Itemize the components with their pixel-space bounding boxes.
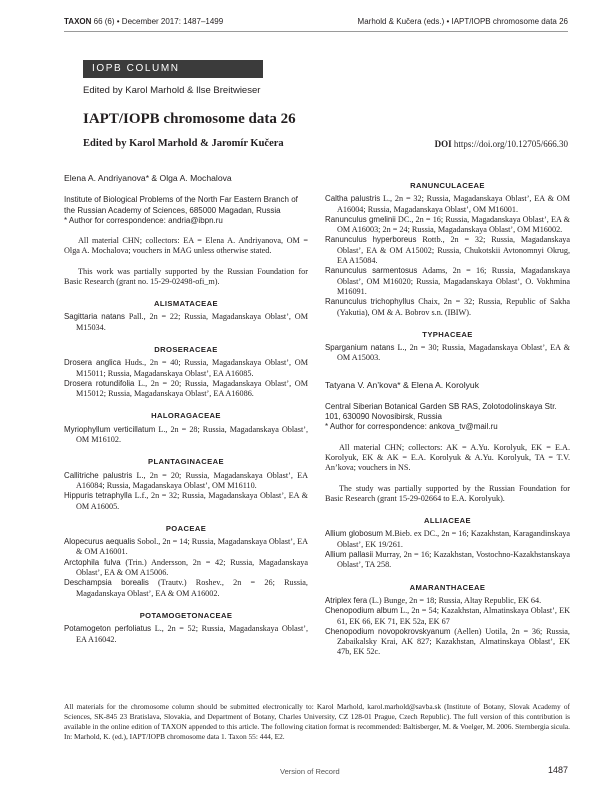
species-entry [64, 537, 308, 558]
family-heading: AMARANTHACEAE [409, 582, 486, 592]
species-record: L., 2n = 54; Kazakhstan, Almatinskaya Oblast’, EK 61, EK 66, EK 71, EK 52a, EK 67 [337, 606, 571, 626]
species-name: Atriplex fera [325, 595, 368, 605]
species-name: Sparganium natans [325, 343, 395, 353]
species-record: L., 2n = 20; Russia, Magadanskaya Oblast’, OM M15012; Russia, Magadanskaya Oblast’, EA A16086. [76, 378, 308, 399]
material-note: All material CHN; collectors: EA = Elena A. Andriyanova, OM = Olga A. Mochalova; vouchers in MAG unless otherwise stated. [64, 235, 308, 256]
left-column [64, 173, 308, 645]
species-record: Chaix, 2n = 32; Russia, Republic of Sakha (Yakutia), OM & A. Bobrov s.n. (IBIW). [337, 297, 570, 317]
species-entry [64, 578, 308, 599]
species-entry [325, 194, 570, 215]
correspondence: * Author for correspondence: ankova_tv@mail.ru [325, 422, 498, 432]
doi-link[interactable]: https://doi.org/10.12705/666.30 [453, 139, 568, 149]
species-entry [64, 379, 308, 400]
species-record: DC., 2n = 16; Russia, Magadanskaya Oblast’, EA & OM A16003; 2n = 24; Russia, Magadanskaya Oblast’, OM M16002. [337, 214, 570, 235]
species-entry [325, 529, 570, 550]
species-entry [64, 558, 308, 579]
journal-issue: 66 (6) • December 2017: 1487–1499 [93, 17, 224, 26]
article-title: IAPT/IOPB chromosome data 26 [83, 111, 296, 127]
species-entry [325, 606, 570, 627]
species-entry [325, 215, 570, 236]
funding-note: This work was partially supported by the Russian Foundation for Basic Research (grant no. 15-29-02498-ofi_m). [64, 266, 308, 286]
species-name: Ranunculus hyperboreus [325, 235, 417, 245]
authors: Elena A. Andriyanova* & Olga A. Mochalova [64, 173, 232, 183]
species-name: Potamogeton perfoliatus [64, 624, 152, 634]
species-record: (Aellen) Uotila, 2n = 36; Russia, Zabaikalsky Krai, AK 827; Kazakhstan, Almatinskaya Oblast’, EK 47b, EK 52c. [337, 626, 570, 657]
species-entry [64, 425, 308, 446]
species-name: Allium globosum [325, 529, 383, 539]
species-entry [325, 235, 570, 266]
funding-note: The study was partially supported by the Russian Foundation for Basic Research (grant 15-29-02664 to E.A. Korolyuk). [325, 483, 570, 503]
family-heading: TYPHACEAE [422, 329, 473, 339]
species-record: (Trin.) Andersson, 2n = 42; Russia, Magadanskaya Oblast’, EA & OM A15006. [76, 557, 308, 578]
family-heading: PLANTAGINACEAE [148, 457, 224, 467]
species-name: Caltha palustris [325, 194, 381, 204]
species-name: Chenopodium novopokrovskyanum [325, 626, 451, 636]
species-entry [64, 312, 308, 333]
running-header [64, 15, 568, 32]
family-list [64, 299, 308, 645]
species-entry [325, 297, 570, 318]
species-name: Ranunculus sarmentosus [325, 266, 418, 276]
species-name: Ranunculus gmelinii [325, 214, 396, 224]
correspondence: * Author for correspondence: andria@ibpn.ru [64, 215, 223, 225]
page-number: 1487 [547, 765, 568, 775]
species-record: Adams, 2n = 16; Russia, Magadanskaya Oblast’, OM M16020; Russia, Magadanskaya Oblast’, O. Vokhmina M16091. [337, 266, 571, 296]
species-record: L., 2n = 32; Russia, Magadanskaya Oblast’, EA & OM A16004; Russia, Magadanskaya Oblast’, OM M16001. [337, 194, 570, 214]
species-entry [325, 596, 570, 606]
species-record: Rottb., 2n = 32; Russia, Magadanskaya Oblast’, EA & OM A15002; Russia, Chukotskii Avtonomnyi Okrug, EA A15084. [337, 235, 571, 266]
journal-citation [64, 17, 223, 26]
footnote: All materials for the chromosome column should be submitted electronically to: Karol Marhold, karol.marhold@savba.sk (Institute of Botany, Slovak Academy of Sciences, SK-845 23 Bratislava, Slovakia, and Department of Botany, Charles University, CZ 128-01 Prague, Czech Republic). The full version of this contribution is available in the online edition of TAXON appended to this article. The following citation format is recommended: Baltisberger, M. & Voelger, M. 2006. Sternbergia sicula. In: Marhold, K. (ed.), IAPT/IOPB chromosome data 1. Taxon 55: 444, E2. [64, 702, 570, 741]
family-heading: POACEAE [165, 523, 207, 533]
species-name: Deschampsia borealis [64, 578, 149, 588]
species-name: Allium pallasii [325, 550, 374, 560]
species-record: L.f., 2n = 32; Russia, Magadanskaya Oblast’, EA & OM A16005. [76, 491, 309, 511]
species-record: (Trautv.) Roshev., 2n = 26; Russia, Magadanskaya Oblast’, EA & OM A16002. [76, 578, 308, 598]
species-record: Sobol., 2n = 14; Russia, Magadanskaya Oblast’, EA & OM A16001. [76, 537, 309, 557]
species-entry [325, 627, 570, 658]
species-name: Drosera anglica [64, 358, 121, 368]
species-record: L., 2n = 20; Russia, Magadanskaya Oblast’, EA A16084; Russia, Magadanskaya Oblast’, OM M16110. [76, 470, 308, 490]
authors: Tatyana V. An’kova* & Elena A. Korolyuk [325, 379, 479, 390]
species-name: Callitriche palustris [64, 470, 133, 480]
doi [435, 139, 568, 149]
family-heading: POTAMOGETONACEAE [139, 610, 233, 620]
version-label: Version of Record [280, 767, 340, 776]
doi-label: DOI [434, 139, 452, 149]
species-record: L., 2n = 52; Russia, Magadanskaya Oblast’, EA A16042. [76, 624, 308, 644]
species-name: Myriophyllum verticillatum [64, 424, 156, 434]
species-name: Ranunculus trichophyllus [325, 297, 415, 307]
species-entry [325, 266, 570, 297]
species-entry [325, 550, 570, 571]
family-heading: HALORAGACEAE [151, 411, 221, 421]
species-entry [64, 358, 308, 379]
species-entry [64, 624, 308, 645]
species-name: Hippuris tetraphylla [64, 491, 133, 501]
species-entry [64, 491, 308, 512]
affiliation: Institute of Biological Problems of the North Far Eastern Branch of the Russian Academy of Sciences, 685000 Magadan, Russia [64, 195, 298, 215]
family-heading: RANUNCULACEAE [410, 181, 485, 190]
species-entry [325, 343, 570, 364]
family-heading: ALLIACEAE [423, 516, 472, 526]
family-heading: ALISMATACEAE [154, 299, 218, 309]
species-record: L., 2n = 28; Russia, Magadanskaya Oblast’, OM M16102. [76, 424, 309, 445]
species-record: M.Bieb. ex DC., 2n = 16; Kazakhstan, Karagandinskaya Oblast’, EK 19/261. [337, 529, 571, 549]
article-editors: Edited by Karol Marhold & Jaromír Kučera [83, 138, 284, 149]
species-name: Arctophila fulva [64, 557, 121, 567]
family-list [325, 181, 570, 364]
column-label: IOPB COLUMN [83, 60, 263, 78]
species-record: L., 2n = 30; Russia, Magadanskaya Oblast’, EA & OM A15003. [337, 343, 570, 363]
journal-name: TAXON [64, 17, 92, 26]
species-name: Sagittaria natans [64, 312, 125, 322]
family-list [325, 516, 570, 658]
species-record: Murray, 2n = 16; Kazakhstan, Vostochno-Kazakhstanskaya Oblast’, TA 258. [337, 550, 570, 570]
family-heading: DROSERACEAE [154, 344, 218, 354]
species-name: Chenopodium album [325, 606, 398, 616]
species-record: (L.) Bunge, 2n = 18; Russia, Altay Republic, EK 64. [367, 595, 542, 605]
species-record: Huds., 2n = 40; Russia, Magadanskaya Oblast’, OM M15011; Russia, Magadanskaya Oblast’, EA A16085. [76, 358, 309, 378]
species-name: Alopecurus aequalis [64, 537, 136, 547]
species-entry [64, 471, 308, 492]
material-note: All material CHN; collectors: AK = A.Yu. Korolyuk, EK = E.A. Korolyuk, EK & AK = E.A. Korolyuk & A.Yu. Korolyuk, TA = T.V. An’kova; vouchers in NS. [325, 442, 570, 473]
affiliation: Central Siberian Botanical Garden SB RAS, Zolotodolinskaya Str. 101, 630090 Novosibirsk, Russia [325, 402, 557, 422]
column-editors: Edited by Karol Marhold & Ilse Breitwieser [83, 85, 261, 96]
species-record: Pall., 2n = 22; Russia, Magadanskaya Oblast’, OM M15034. [76, 312, 308, 332]
right-column [325, 181, 570, 658]
species-name: Drosera rotundifolia [64, 378, 135, 388]
running-title: Marhold & Kučera (eds.) • IAPT/IOPB chromosome data 26 [357, 17, 568, 26]
